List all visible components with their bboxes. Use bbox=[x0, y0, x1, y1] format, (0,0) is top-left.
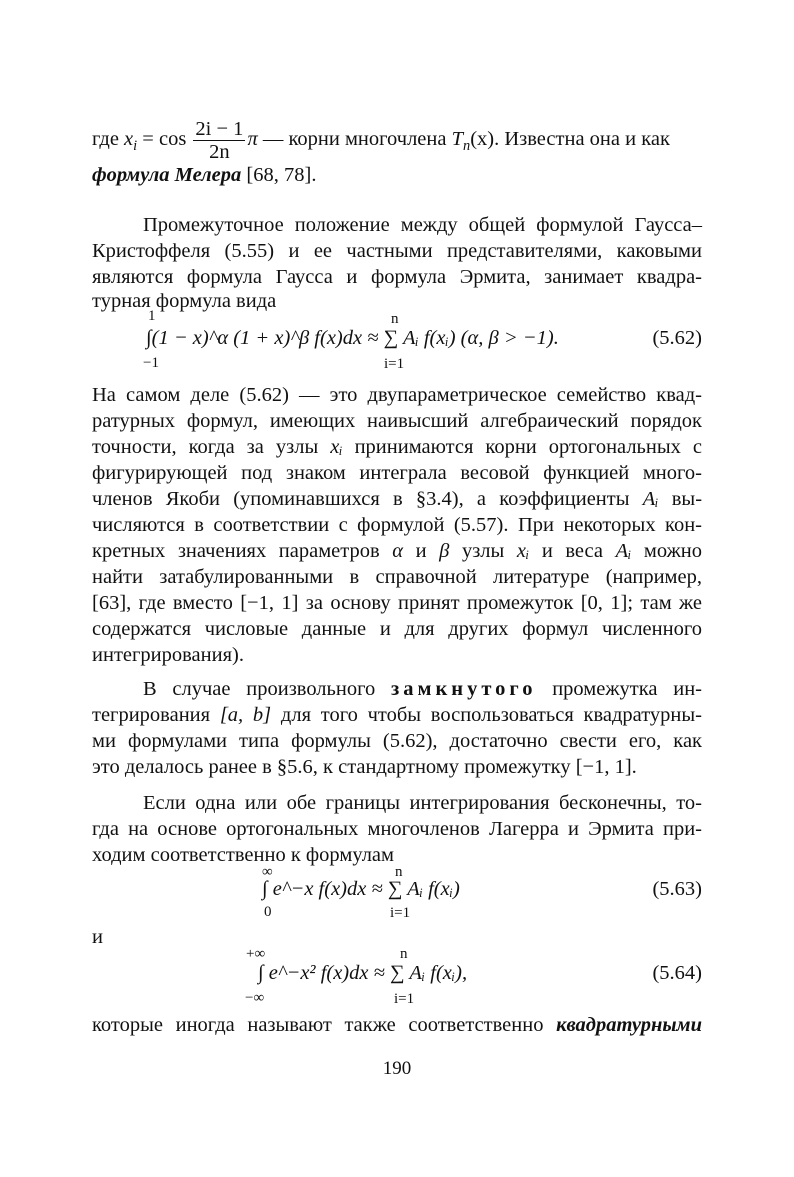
p4-line-2: тегрирования [a, b] для того чтобы воспользоваться квадратурны- bbox=[92, 704, 702, 726]
p5-line-3: ходим соответственно к формулам bbox=[92, 844, 394, 866]
p3-line-6: числяются в соответствии с формулой (5.57). При некоторых кон- bbox=[92, 514, 702, 536]
f563-sum-lower: i=1 bbox=[390, 905, 411, 921]
formula-5-64: ∫ e^−x² f(x)dx ≈ ∑ Aᵢ f(xᵢ), bbox=[258, 962, 468, 984]
f562-lower-limit: −1 bbox=[143, 355, 159, 371]
p5-line-1: Если одна или обе границы интегрирования бесконечны, то- bbox=[143, 792, 702, 814]
p3-line-7: кретных значениях параметров α и β узлы xᵢ и веса Aᵢ можно bbox=[92, 540, 703, 562]
p3-line-4: фигурирующей под знаком интеграла весовой функцией много- bbox=[92, 462, 702, 484]
equation-number-5-64: (5.64) bbox=[652, 962, 702, 984]
f563-sum-upper: n bbox=[395, 864, 403, 880]
p2-line-4: турная формула вида bbox=[92, 290, 277, 312]
f564-upper-limit: +∞ bbox=[246, 946, 266, 962]
p4-line-3: ми формулами типа формулы (5.62), достаточно свести его, как bbox=[92, 730, 702, 752]
f563-upper-limit: ∞ bbox=[262, 864, 273, 880]
p3-line-9: [63], где вместо [−1, 1] за основу принят промежуток [0, 1]; там же bbox=[92, 592, 703, 614]
f562-sum-upper: n bbox=[391, 311, 399, 327]
page-number: 190 bbox=[382, 1058, 412, 1079]
p3-line-10: содержатся числовые данные и для других формул численного bbox=[92, 618, 702, 640]
fraction: $\frac{2i - 1}{2n}$ bbox=[195, 118, 244, 163]
p3-line-1: На самом деле (5.62) — это двупараметрическое семейство квад- bbox=[92, 384, 702, 406]
f562-sum-lower: i=1 bbox=[384, 356, 405, 372]
p2-line-3: являются формула Гаусса и формула Эрмита, занимает квадра- bbox=[92, 266, 702, 288]
p4-line-4: это делалось ранее в §5.6, к стандартному промежутку [−1, 1]. bbox=[92, 756, 637, 778]
formula-5-63: ∫ e^−x f(x)dx ≈ ∑ Aᵢ f(xᵢ) bbox=[262, 878, 460, 900]
text-line-1: где $x_i = \cos$ $\frac{2i - 1}{2n}$ π — корни многочлена $T_n(x)$. Известна она и как bbox=[92, 118, 670, 163]
term-meller-formula: формула Мелера bbox=[92, 164, 242, 186]
last-line: которые иногда называют также соответственно квадратурными bbox=[92, 1014, 703, 1036]
formula-5-62: ∫(1 − x)^α (1 + x)^β f(x)dx ≈ ∑ Aᵢ f(xᵢ) (α, β > −1). bbox=[146, 327, 559, 349]
spaced-word: замкнутого bbox=[391, 678, 537, 700]
p3-line-2: ратурных формул, имеющих наивысший алгебраический порядок bbox=[92, 410, 702, 432]
f564-sum-lower: i=1 bbox=[394, 991, 415, 1007]
p2-line-1: Промежуточное положение между общей формулой Гаусса– bbox=[143, 214, 702, 236]
equation-number-5-62: (5.62) bbox=[652, 327, 702, 349]
equation-number-5-63: (5.63) bbox=[652, 878, 702, 900]
p3-line-5: членов Якоби (упоминавшихся в §3.4), а коэффициенты Aᵢ вы- bbox=[92, 488, 703, 510]
f564-sum-upper: n bbox=[400, 946, 408, 962]
f564-lower-limit: −∞ bbox=[245, 990, 265, 1006]
f563-lower-limit: 0 bbox=[264, 904, 272, 920]
f562-upper-limit: 1 bbox=[148, 308, 156, 324]
p2-line-2: Кристоффеля (5.55) и ее частными представителями, каковыми bbox=[92, 240, 702, 262]
p3-line-8: найти затабулированными в справочной литературе (например, bbox=[92, 566, 702, 588]
conjunction-and: и bbox=[92, 926, 103, 948]
p4-line-1: В случае произвольного замкнутого промежутка ин- bbox=[143, 678, 702, 700]
p5-line-2: гда на основе ортогональных многочленов Лагерра и Эрмита при- bbox=[92, 818, 702, 840]
p3-line-3: точности, когда за узлы xᵢ принимаются корни ортогональных с bbox=[92, 436, 702, 458]
text-line-2: формула Мелера [68, 78]. bbox=[92, 164, 317, 186]
p3-line-11: интегрирования). bbox=[92, 644, 244, 666]
